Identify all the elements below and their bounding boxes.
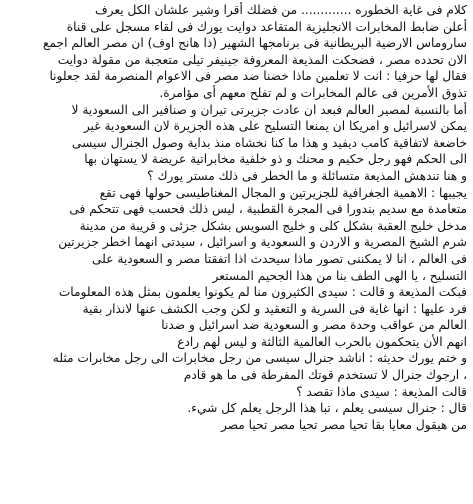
text-line: مدخل خليج العقبة بشكل كلى و خليج السويس بشكل جزئى و قريبة من مدينة xyxy=(79,218,467,233)
text-line: الى الحكم فهو رجل حكيم و محنك و ذو خلفية مخابراتية عريضة لا يستهان بها xyxy=(84,152,467,167)
text-line: العالم من عواقب وحدة مصر و السعودية ضد اسرائيل و ضدنا xyxy=(161,318,467,333)
text-line: فرد عليها : انها غاية فى السرية و التعقيد و لكن وجب الكشف عنها لانذار بقية xyxy=(82,301,467,316)
text-line: الان تحدده مصر ، فضحكت المذيعة المعروفة جينيفر تيلى متعجبة من مقولة دوايت xyxy=(57,52,467,67)
text-line: انهم الأن يتحكمون بالحرب العالمية الثالثة و ليس لهم رادع xyxy=(177,334,467,349)
text-line: خاضعة لاتفاقية كامب ديفيد و هذا ما كنا نخشاه منذ بداية وصول الجنرال سيسى xyxy=(71,135,467,150)
text-line: فى العالم ، انا لا يمكننى تصور ماذا سيحدث اذا اتفقتا مصر و السعودية على xyxy=(92,251,467,266)
text-line: قال : جنرال سيسى يعلم ، تبا هذا الرجل يعلم كل شيء. xyxy=(187,401,467,416)
text-line: فبكت المذيعة و قالت : سيدى الكثيرون منا لم يكونوا يعلمون بمثل هذه المعلومات xyxy=(58,285,467,300)
text-line: فقال لها حرفيا : انت لا تعلمين ماذا خضنا ضد مصر فى الاعوام المنصرمة لقد جعلونا xyxy=(49,69,467,84)
text-line: ساروماس الارضية البريطانية فى برنامجها الشهير (ذا هانج اوف) ان مصر العالم اجمع xyxy=(43,36,467,51)
text-line: و ختم يورك حديثه : اناشد جنرال سيسى من رجل مخابرات الى رجل مخابرات مثله xyxy=(52,351,467,366)
text-line: و هنا تندهش المذيعة متسائلة و ما الخطر فى ذلك مستر يورك ؟ xyxy=(147,168,467,183)
text-line: شرم الشيخ المصرية و الاردن و السعودية و اسرائيل ، سيدتى انهما اخطر جزيرتين xyxy=(58,235,467,250)
text-line: يجيبها : الاهمية الجغرافية للجزيرتين و المجال المغناطيسى حولها فهى تقع xyxy=(99,185,467,200)
text-line: كلام فى غاية الخطوره ............. من فضلك أقرا وشير علشان الكل يعرف xyxy=(95,3,467,17)
text-line: ، ارجوك جنرال لا تستخدم قوتك المفرطة فى ما هو قادم xyxy=(183,368,467,383)
text-line: قالت المذيعة : سيدى ماذا تقصد ؟ xyxy=(296,384,467,399)
text-line: أما بالنسبة لمصير العالم فبعد ان عادت جزيرتى تيران و صنافير الى السعودية لا xyxy=(71,102,467,117)
text-line: التسليح ، يا الهى الطف بنا من هذا الجحيم المستعر xyxy=(212,268,467,283)
text-line: تذوق الأمرين فى عالم المخابرات و لم تفلح معهم أى مؤامرة. xyxy=(159,85,467,100)
text-line: أعلن ضابط المخابرات الانجليزية المتقاعد دوايت يورك فى لقاء مسجل على قناة xyxy=(66,19,467,34)
text-line: من هيقول معايا بقا تحيا مصر تحيا مصر تحيا مصر xyxy=(220,417,467,432)
text-line: يمكن لاسرائيل و امريكا ان يمنعا التسليح على هذه الجزيرة لان السعودية غير xyxy=(83,119,467,134)
text-line: متعامدة مع سديم بندورا فى المجرة القطبية ، ليس ذلك فحسب فهى تتحكم فى xyxy=(69,202,467,217)
